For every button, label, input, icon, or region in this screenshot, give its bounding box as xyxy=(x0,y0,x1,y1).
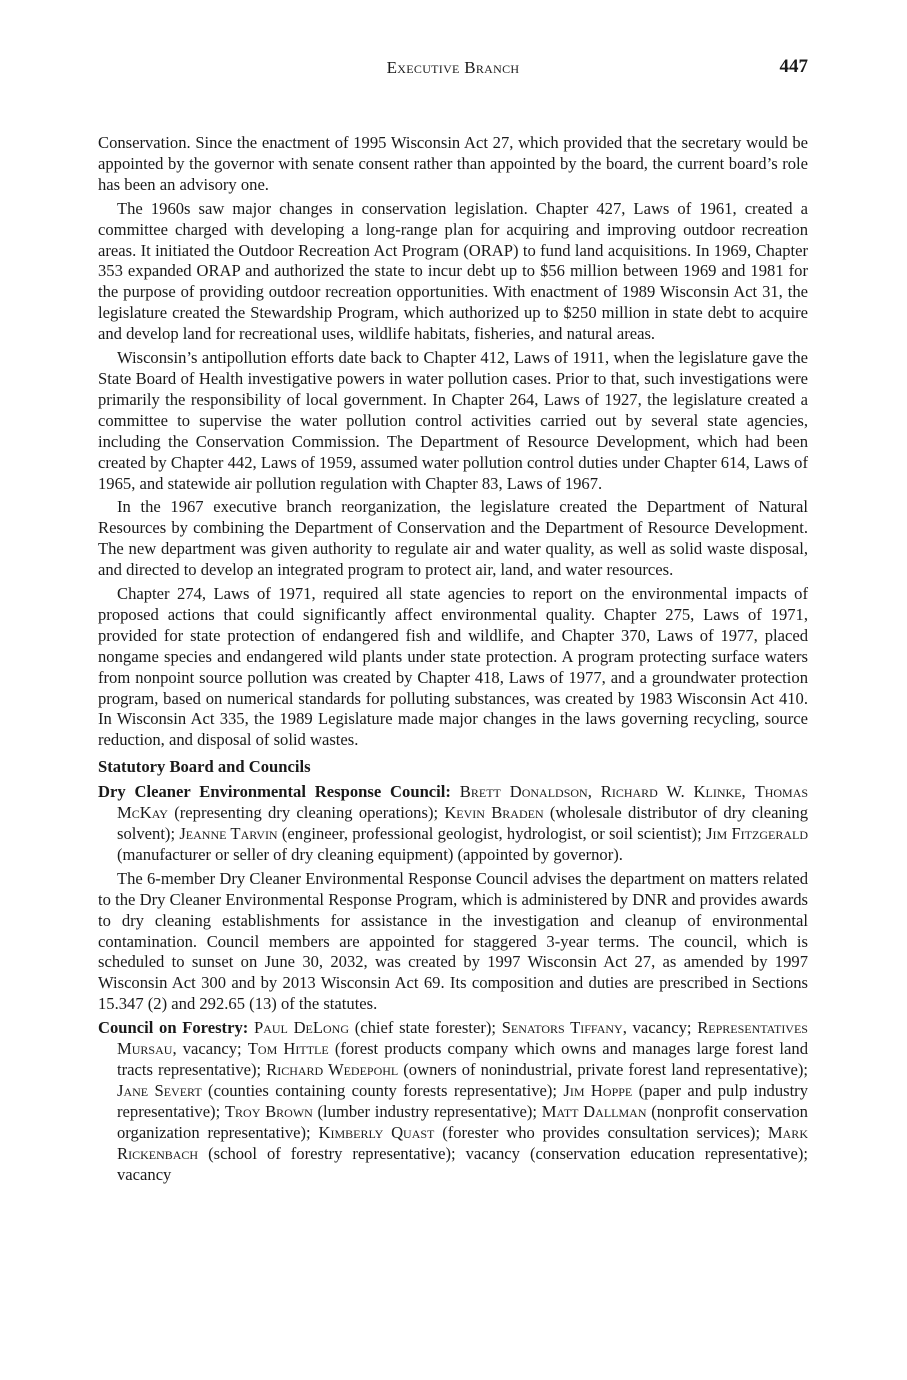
entry-text: , vacancy; xyxy=(172,1039,248,1059)
entry-text: (wholesale distributor of dry cleaning solvent); xyxy=(117,803,808,843)
member-name: Richard W. Klinke xyxy=(600,782,742,802)
entry-text: (lumber industry representative); xyxy=(312,1101,542,1121)
paragraph: Chapter 274, Laws of 1971, required all state agencies to report on the environmental impacts of proposed actions that could significantly affect environmental quality. Chapter 275, Laws of 1971, provided for state protection of endangered fish and wildlife, and Chapter 370, Laws of 1977, placed nongame species and endangered wild plants under state protection. A program protecting surface waters from nonpoint source pollution was created by Chapter 418, Laws of 1977, and a groundwater protection program, based on numerical standards for polluting substances, was created by 1983 Wisconsin Act 410. In Wisconsin Act 335, the 1989 Legislature made major changes in the laws governing recycling, source reduction, and disposal of solid wastes. xyxy=(98,584,808,750)
entry-text: (counties containing county forests representative); xyxy=(201,1080,564,1100)
paragraph: In the 1967 executive branch reorganization, the legislature created the Department of Natural Resources by combining the Department of Conservation and the Department of Resource Development. The new department was given authority to regulate air and water quality, as well as solid waste disposal, and directed to develop an integrated program to protect air, land, and water resources. xyxy=(98,497,808,580)
page-number: 447 xyxy=(779,56,808,77)
member-name: Senators Tiffany xyxy=(501,1018,623,1038)
entry-text: (owners of nonindustrial, private forest land representative); xyxy=(398,1059,808,1079)
entry-text: (manufacturer or seller of dry cleaning equipment) (appointed by governor). xyxy=(117,844,623,864)
entry-text: (engineer, professional geologist, hydrologist, or soil scientist); xyxy=(277,824,707,843)
board-description: The 6-member Dry Cleaner Environmental Response Council advises the department on matters related to the Dry Cleaner Environmental Response Program, which is administered by DNR and provides awards to dry cleaning establishments for assistance in the investigation and cleanup of environmental contamination. Council members are appointed for staggered 3-year terms. The council, which is scheduled to sunset on June 30, 2032, was created by 1997 Wisconsin Act 27, as amended by 1997 Wisconsin Act 300 and by 2013 Wisconsin Act 69. Its composition and duties are prescribed in Sections 15.347 (2) and 292.65 (13) of the statutes. xyxy=(98,868,808,1014)
running-head: Executive Branch xyxy=(386,58,520,77)
board-entry-forestry xyxy=(98,1018,808,1185)
page-body xyxy=(98,133,808,1188)
member-name: Thomas McKay xyxy=(117,782,809,823)
section-heading: Statutory Board and Councils xyxy=(98,757,311,777)
board-name: Dry Cleaner Environmental Response Council: xyxy=(98,782,451,802)
member-name: Mark Rickenbach xyxy=(117,1122,808,1163)
entry-text: (school of forestry representative); vacancy (conservation education representative); vacancy xyxy=(117,1143,808,1184)
member-name: Representatives Mursau xyxy=(117,1018,808,1059)
member-name: Kevin Braden xyxy=(444,803,544,823)
paragraph: Wisconsin’s antipollution efforts date back to Chapter 412, Laws of 1911, when the legislature gave the State Board of Health investigative powers in water pollution cases. Prior to that, such investigations were primarily the responsibility of local government. In Chapter 264, Laws of 1927, the legislature created a committee to supervise the water pollution control activities carried out by several state agencies, including the Conservation Commission. The Department of Resource Development, which had been created by Chapter 442, Laws of 1959, assumed water pollution control duties under Chapter 614, Laws of 1965, and statewide air pollution regulation with Chapter 83, Laws of 1967. xyxy=(98,348,808,493)
member-name: Matt Dallman xyxy=(541,1101,647,1121)
member-name: Kimberly Quast xyxy=(318,1122,435,1142)
entry-text: (forest products company which owns and manages large forest land tracts representative); xyxy=(117,1039,809,1079)
member-name: Richard Wedepohl xyxy=(266,1059,399,1079)
entry-text: (representing dry cleaning operations); xyxy=(167,803,445,823)
board-entry-dry-cleaner xyxy=(98,782,808,866)
entry-text: (nonprofit conservation organization representative); xyxy=(117,1101,808,1142)
paragraph: The 1960s saw major changes in conservation legislation. Chapter 427, Laws of 1961, created a committee charged with developing a long-range plan for acquiring and improving outdoor recreation areas. It initiated the Outdoor Recreation Act Program (ORAP) to fund land acquisitions. In 1969, Chapter 353 expanded ORAP and authorized the state to incur debt up to $56 million between 1969 and 1981 for the purpose of providing outdoor recreation opportunities. With enactment of 1989 Wisconsin Act 31, the legislature created the Stewardship Program, which authorized up to $250 million in state debt to acquire and develop land for recreational uses, wildlife habitats, fisheries, and natural areas. xyxy=(98,198,808,344)
paragraph: Conservation. Since the enactment of 1995 Wisconsin Act 27, which provided that the secretary would be appointed by the governor with senate consent rather than appointed by the board, the current board’s role has been an advisory one. xyxy=(98,133,808,194)
member-name: Jim Fitzgerald xyxy=(706,824,809,843)
entry-text: , xyxy=(741,782,755,802)
member-name: Jim Hoppe xyxy=(563,1080,633,1100)
entry-text: (forester who provides consultation services); xyxy=(434,1122,768,1142)
board-name: Council on Forestry: xyxy=(98,1018,249,1038)
entry-text: (paper and pulp industry representative); xyxy=(117,1080,809,1121)
member-name: Paul DeLong xyxy=(253,1018,350,1038)
member-name: Jeanne Tarvin xyxy=(179,824,278,843)
entry-text: , xyxy=(587,782,601,802)
member-name: Jane Severt xyxy=(117,1080,202,1100)
entry-text: , vacancy; xyxy=(622,1018,698,1038)
member-name: Brett Donaldson xyxy=(459,782,588,802)
member-name: Troy Brown xyxy=(224,1101,313,1121)
entry-text: (chief state forester); xyxy=(349,1018,502,1038)
page-header xyxy=(98,58,808,82)
member-name: Tom Hittle xyxy=(247,1039,329,1059)
